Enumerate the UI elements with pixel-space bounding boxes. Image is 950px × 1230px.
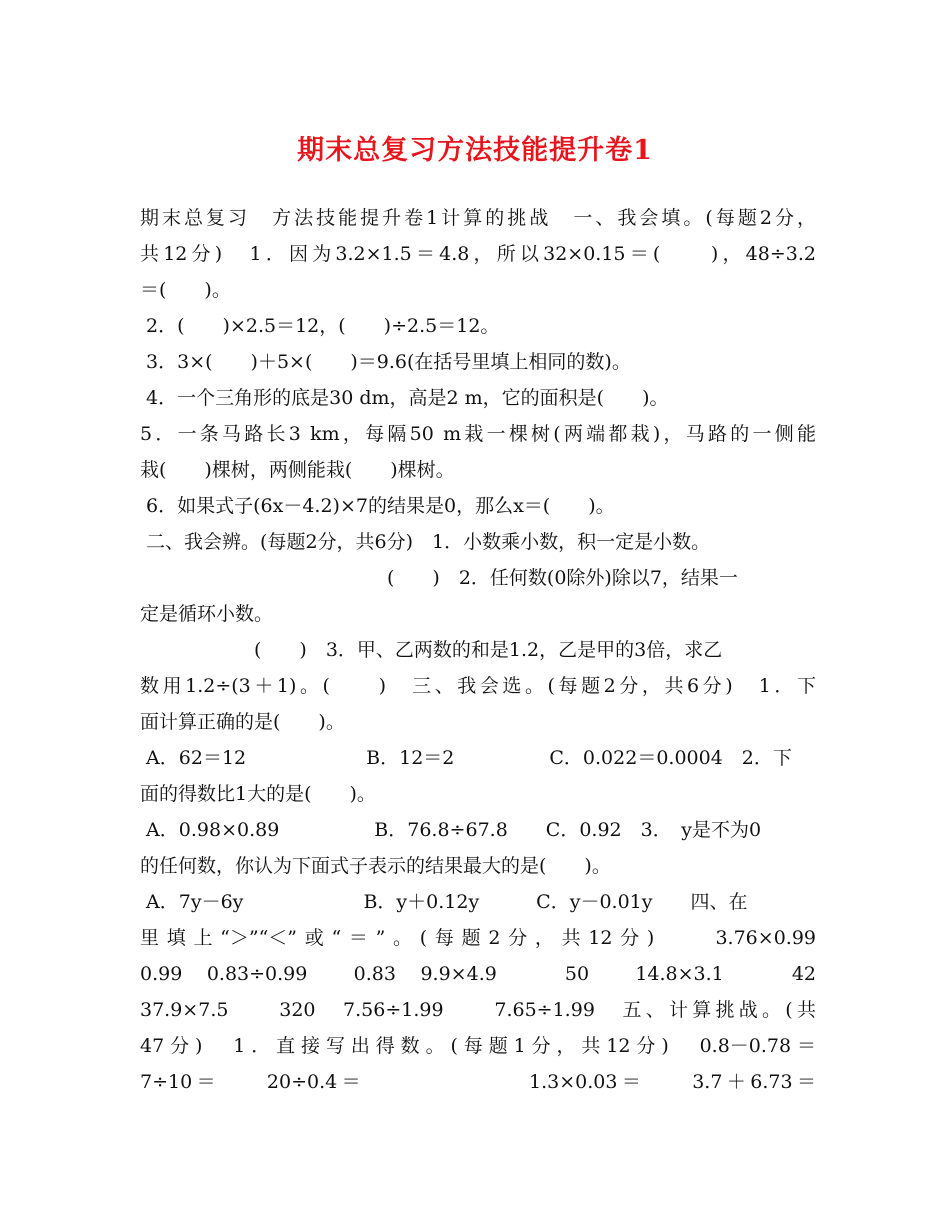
text-line: A．0.98×0.89 B．76.8÷67.8 C．0.92 3． y是不为0 — [140, 819, 762, 841]
text-line: 数用1.2÷(3＋1)。( ) 三、我会选。(每题2分，共6分) 1．下 — [140, 675, 816, 697]
text-line: 7÷10＝ 20÷0.4＝ 1.3×0.03＝ 3.7＋6.73＝ — [140, 1071, 816, 1093]
document-body — [140, 200, 816, 1100]
text-line: 面的得数比1大的是( )。 — [140, 783, 376, 805]
text-line: 共12分) 1．因为3.2×1.5＝4.8，所以32×0.15＝( )，48÷3.2 — [140, 243, 816, 265]
text-line: 4．一个三角形的底是30 dm，高是2 m，它的面积是( )。 — [140, 387, 669, 409]
text-line: 面计算正确的是( )。 — [140, 711, 345, 733]
text-line: 二、我会辨。(每题2分，共6分) 1．小数乘小数，积一定是小数。 — [140, 531, 711, 553]
page-title: 期末总复习方法技能提升卷1 — [297, 135, 653, 166]
text-line: A．7y－6y B．y＋0.12y C．y－0.01y 四、在 — [140, 891, 748, 913]
text-line: A．62＝12 B．12＝2 C．0.022＝0.0004 2．下 — [140, 747, 792, 769]
text-line: 栽( )棵树，两侧能栽( )棵树。 — [140, 459, 455, 481]
text-line: 5．一条马路长3 km，每隔50 m栽一棵树(两端都栽)，马路的一侧能 — [140, 423, 816, 445]
text-line: 期末总复习 方法技能提升卷1计算的挑战 一、我会填。(每题2分， — [140, 207, 816, 229]
text-line: 定是循环小数。 — [140, 603, 274, 625]
text-line: 0.99 0.83÷0.99 0.83 9.9×4.9 50 14.8×3.1 42 — [140, 963, 816, 985]
text-line: ( ) 3．甲、乙两数的和是1.2，乙是甲的3倍，求乙 — [140, 639, 723, 661]
text-line: 6．如果式子(6x－4.2)×7的结果是0，那么x＝( )。 — [140, 495, 615, 517]
text-line: 的任何数，你认为下面式子表示的结果最大的是( )。 — [140, 855, 611, 877]
text-line: ＝( )。 — [140, 279, 231, 301]
text-line: ( ) 2．任何数(0除外)除以7，结果一 — [140, 567, 738, 589]
text-line: 2．( )×2.5＝12，( )÷2.5＝12。 — [140, 315, 500, 337]
text-line: 37.9×7.5 320 7.56÷1.99 7.65÷1.99 五、计算挑战。(共 — [140, 999, 816, 1021]
text-line: 47分) 1．直接写出得数。(每题1分，共12分) 0.8－0.78＝ — [140, 1035, 816, 1057]
text-line: 3．3×( )＋5×( )＝9.6(在括号里填上相同的数)。 — [140, 351, 631, 373]
text-line: 里填上“＞”“＜”或“＝”。(每题2分，共12分) 3.76×0.99 — [140, 927, 816, 949]
